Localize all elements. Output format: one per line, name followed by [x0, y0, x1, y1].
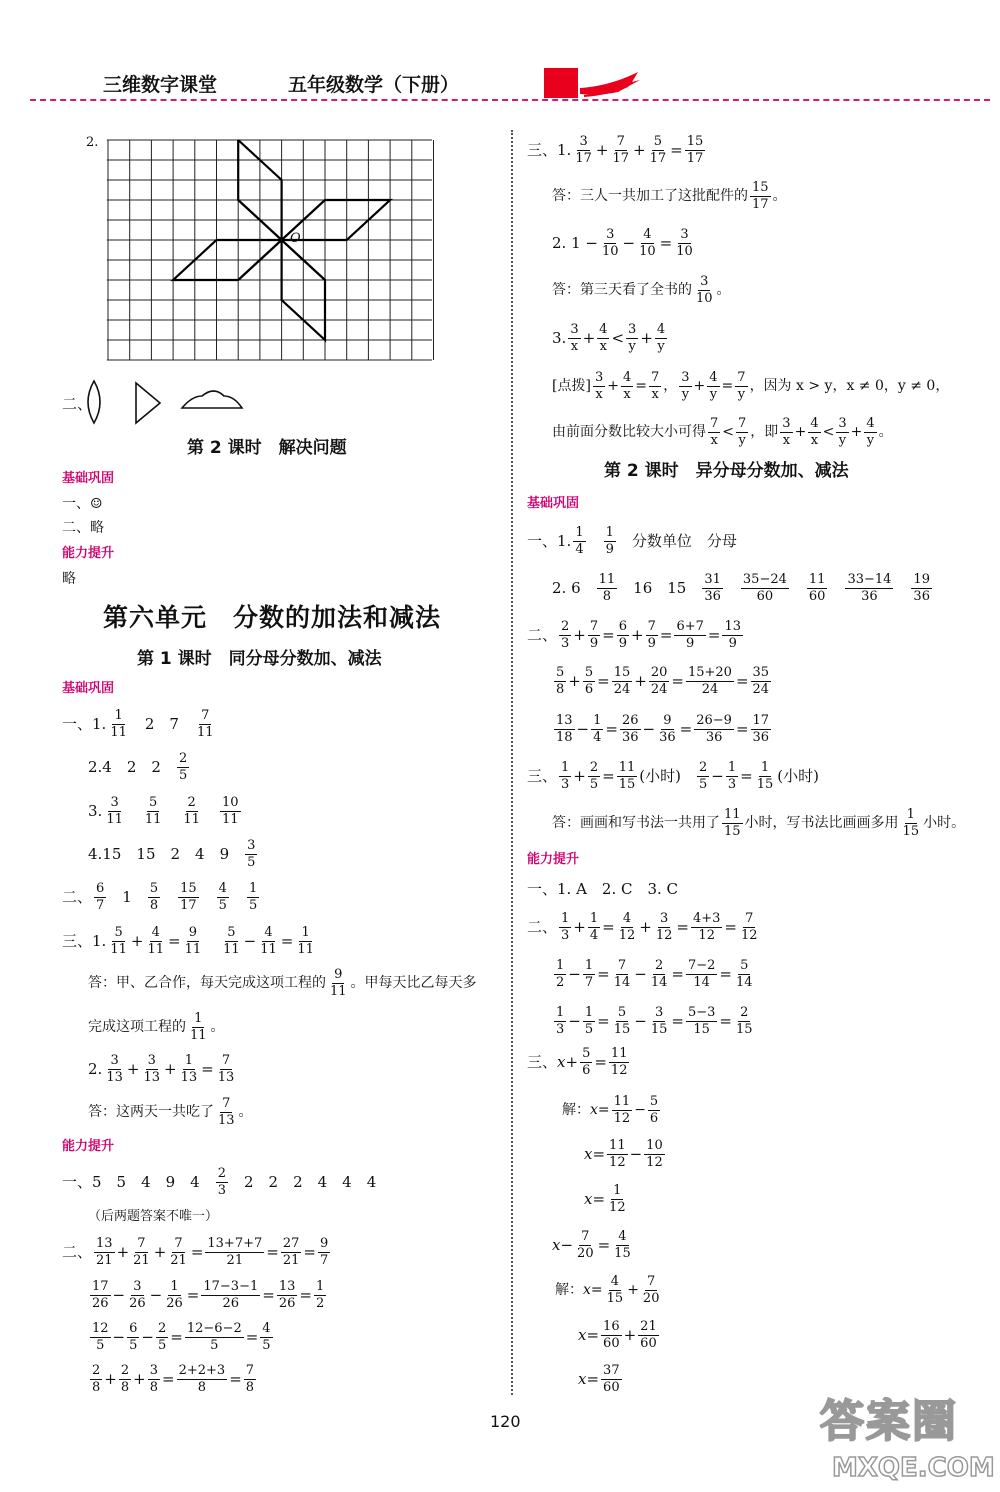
- answer-line: 二、 2 3 + 7 9 = 6 9 + 7 9 = 6+7 9 = 13 9: [527, 618, 742, 651]
- question-number: 二、: [527, 625, 558, 644]
- fraction: 1 4: [589, 910, 599, 943]
- fraction: 7 9: [647, 618, 656, 651]
- fraction: 2 8: [120, 1362, 130, 1395]
- fraction: 15 24: [613, 664, 631, 697]
- fraction: 5−3 15: [687, 1004, 716, 1037]
- fraction: 19 36: [913, 571, 930, 604]
- fraction: 4+3 12: [692, 910, 721, 943]
- answer-line: [62, 708, 218, 740]
- answer-line: 一、1. A 2. C 3. C: [527, 880, 679, 898]
- fraction: 4 12: [618, 910, 636, 943]
- fraction: 3 17: [575, 133, 592, 166]
- fraction: 1 9: [605, 524, 614, 557]
- fraction: 4 15: [606, 1273, 624, 1306]
- fraction: 4 x: [810, 415, 819, 448]
- lesson1-title: 第 1 课时 同分母分数加、减法: [137, 649, 382, 669]
- fraction: 11 12: [609, 1137, 626, 1170]
- fraction: 17 36: [752, 712, 770, 745]
- answer-line: 一、1. 1 4 1 9 分数单位 分母: [527, 524, 737, 557]
- answer-line: 13 18 − 1 4 = 26 36 − 9 36 = 26−9 36 = 17 36: [556, 712, 770, 745]
- fraction: 5 8: [149, 880, 159, 913]
- fraction: 37 60: [603, 1362, 620, 1395]
- fraction: 2+2+3 8: [178, 1362, 226, 1395]
- fraction: 3 12: [655, 910, 673, 943]
- answer-line: 二、略: [62, 520, 104, 536]
- fraction: 12 5: [92, 1320, 109, 1353]
- fraction: 5 11: [144, 794, 162, 827]
- fraction: 11 15: [724, 806, 741, 839]
- origin-label: O: [290, 231, 301, 246]
- fraction: 1 4: [593, 712, 602, 745]
- symmetric-shapes-figure: [82, 378, 252, 428]
- fraction: 5 11: [223, 924, 240, 957]
- fraction: 7 y: [737, 369, 746, 402]
- fraction: 26 36: [621, 712, 639, 745]
- fraction: 4 y: [709, 369, 718, 402]
- fraction: 3 5: [247, 837, 256, 870]
- fraction: 1 5: [248, 880, 258, 913]
- fraction: 17 26: [92, 1278, 109, 1311]
- fraction: 33−14 36: [847, 571, 892, 604]
- fraction: 9 11: [330, 966, 347, 999]
- column-divider: [511, 130, 513, 1395]
- fraction: 3 10: [696, 273, 713, 306]
- header-rule: [30, 99, 990, 101]
- fraction: 3 13: [143, 1052, 160, 1085]
- fraction: 2 5: [178, 750, 188, 783]
- fraction: 1 26: [166, 1278, 183, 1311]
- answer-line: x − 7 20 = 4 15: [552, 1228, 631, 1261]
- fraction: 26−9 36: [696, 712, 732, 745]
- fraction: 3 y: [681, 369, 690, 402]
- fraction: 6 9: [618, 618, 628, 651]
- hint-line: 由前面分数比较大小可得 7 x < 7 y ，即 3 x + 4 x < 3 y + 4 y 。: [552, 415, 893, 448]
- fraction: 13 9: [724, 618, 742, 651]
- fraction: 1 7: [584, 957, 594, 990]
- fraction: 1 3: [727, 759, 737, 792]
- fraction: 3 x: [594, 369, 604, 402]
- fraction: 7 14: [613, 957, 631, 990]
- fraction: 3 26: [129, 1278, 146, 1311]
- fraction: 31 36: [704, 571, 721, 604]
- fraction: 6 7: [96, 880, 105, 913]
- fraction: 15 17: [686, 133, 704, 166]
- fraction: 35 24: [752, 664, 770, 697]
- answer-line: 一、☺: [62, 496, 103, 512]
- section-basic: 基础巩固: [62, 681, 115, 696]
- fraction: 15+20 24: [687, 664, 732, 697]
- fraction: 27 21: [282, 1235, 300, 1268]
- answer-line: x = 37 60: [578, 1362, 620, 1395]
- answer-line: x = 1 12: [584, 1182, 626, 1215]
- fraction: 1 2: [556, 957, 565, 990]
- answer-line: 三、 x + 5 6 = 11 12: [527, 1045, 628, 1078]
- fraction: 4 10: [639, 226, 656, 259]
- fraction: 1 2: [315, 1278, 325, 1311]
- fraction: 7 21: [133, 1235, 150, 1268]
- grid-figure: [103, 135, 439, 365]
- answer-text: 答：这两天一共吃了 7 13 。: [88, 1095, 253, 1128]
- answer-line: 三、 1 3 + 2 5 = 11 15 (小时) 2 5 − 1 3 = 1 15 (小时): [527, 759, 819, 792]
- fraction: 3 8: [149, 1362, 158, 1395]
- answer-line: 17 26 − 3 26 − 1 26 = 17−3−1 26 = 13 26 = 1 2: [92, 1278, 325, 1311]
- fraction: 13 21: [96, 1235, 113, 1268]
- fraction: 7 x: [710, 415, 719, 448]
- fraction: 7 12: [741, 910, 758, 943]
- fraction: 2 3: [561, 618, 570, 651]
- fraction: 17−3−1 26: [203, 1278, 259, 1311]
- fraction: 5 17: [649, 133, 667, 166]
- fraction: 11 12: [610, 1045, 628, 1078]
- section-ability: 能力提升: [527, 852, 580, 867]
- answer-line: 3. 3 x + 4 x < 3 y + 4 y: [552, 321, 666, 354]
- shapes-question-number: 二、: [62, 395, 93, 413]
- fraction: 4 5: [262, 1320, 271, 1353]
- fraction: 1 3: [561, 759, 570, 792]
- answer-line: 5 8 + 5 6 = 15 24 + 20 24 = 15+20 24 = 35 24: [556, 664, 770, 697]
- question-number: 2.: [88, 1059, 103, 1078]
- answer-note: （后两题答案不唯一）: [88, 1209, 219, 1224]
- answer-line: x = 11 12 − 10 12: [584, 1137, 663, 1170]
- fraction: 7 x: [650, 369, 660, 402]
- lesson2-title: 第 2 课时 解决问题: [187, 438, 347, 458]
- fraction: 13 26: [278, 1278, 296, 1311]
- fraction: 1 12: [609, 1182, 626, 1215]
- answer-text: 完成这项工程的 1 11 。: [88, 1010, 225, 1043]
- fraction: 1 3: [556, 1004, 565, 1037]
- fraction: 5 6: [584, 664, 594, 697]
- question-number: 一、1.: [62, 714, 107, 733]
- fraction: 1 11: [297, 924, 314, 957]
- answer-line: 解： x = 11 12 − 5 6: [562, 1093, 659, 1126]
- fraction: 3 15: [650, 1004, 668, 1037]
- fraction: 12−6−2 5: [186, 1320, 242, 1353]
- fraction: 20 24: [650, 664, 668, 697]
- fraction: 2 5: [157, 1320, 167, 1353]
- fraction: 7 21: [170, 1235, 187, 1268]
- fraction: 15 17: [752, 179, 769, 212]
- fraction: 2 3: [217, 1165, 226, 1198]
- fraction: 6 5: [129, 1320, 138, 1353]
- fraction: 7 y: [738, 415, 747, 448]
- fraction: 7 8: [245, 1362, 255, 1395]
- header-book-title: 五年级数学（下册）: [288, 74, 460, 96]
- answer-line: [88, 751, 191, 783]
- fraction: 3 13: [106, 1052, 123, 1085]
- rocket-logo-icon: [540, 64, 650, 104]
- fraction: 7 17: [612, 133, 629, 166]
- fraction: 7−2 14: [687, 957, 716, 990]
- fraction: 2 5: [699, 759, 708, 792]
- fraction: 1 15: [756, 759, 774, 792]
- fraction: 1 11: [190, 1010, 207, 1043]
- fraction: 11 60: [808, 571, 826, 604]
- section-ability: 能力提升: [62, 546, 115, 561]
- fraction: $\frac{3}{10}$: [601, 226, 619, 259]
- fraction: 3 x: [570, 321, 579, 354]
- answer-line: 二、 13 21 + 7 21 + 7 21 = 13+7+7 21 = 27 21 = 9 7: [62, 1235, 329, 1268]
- fraction: 4 11: [147, 924, 164, 957]
- question-number: 三、1.: [527, 140, 572, 159]
- question-number: 3.: [552, 328, 567, 347]
- section-basic: 基础巩固: [62, 471, 115, 486]
- answer-line: 2. 6 11 8 16 15 31 36 35−24 60 11 60 33−14 36 19 36: [552, 571, 930, 604]
- answer-line: 一、5 5 4 9 4 2 3 2 2 2 4 4 4: [62, 1165, 377, 1198]
- question-number: 三、: [527, 766, 558, 785]
- fraction: 7 13: [218, 1095, 235, 1128]
- question-number: 3.: [88, 801, 103, 820]
- fraction: 1 5: [584, 1004, 594, 1037]
- answer-line: 1 3 − 1 5 = 5 15 − 3 15 = 5−3 15 = 2 15: [556, 1004, 753, 1037]
- fraction: 5 11: [110, 924, 127, 957]
- question-number: 二、: [62, 887, 93, 906]
- header-series: 三维数字课堂: [103, 74, 218, 96]
- fraction: 7 20: [642, 1273, 660, 1306]
- fraction: 1 11: [110, 707, 127, 740]
- fraction: 1 4: [575, 524, 584, 557]
- answer-line: 略: [62, 571, 76, 587]
- answer-line: 2. 1 − $\frac{3}{10}$ − 4 10 = 3 10: [552, 226, 693, 259]
- fraction: 7 9: [589, 618, 599, 651]
- fraction: 4 15: [614, 1228, 631, 1261]
- unit-title: 第六单元 分数的加法和减法: [103, 603, 442, 632]
- answer-text: 答：三人一共加工了这批配件的 15 17 。: [552, 179, 787, 212]
- fraction: 9 7: [319, 1235, 329, 1268]
- fraction: 5 15: [613, 1004, 631, 1037]
- answer-line: 1 2 − 1 7 = 7 14 − 2 14 = 7−2 14 = 5 14: [556, 957, 753, 990]
- fraction: 1 15: [902, 806, 920, 839]
- answer-text: 答：第三天看了全书的 3 10 。: [552, 273, 731, 306]
- section-ability: 能力提升: [62, 1139, 115, 1154]
- fraction: 15 17: [180, 880, 197, 913]
- answer-line: 解： x = 4 15 + 7 20: [555, 1273, 660, 1306]
- hint-line: [点拨] 3 x + 4 x = 7 x ， 3 y + 4 y = 7 y ，因为 x > y，x ≠ 0，y ≠ 0，: [552, 369, 950, 402]
- fraction: 5 6: [582, 1045, 591, 1078]
- answer-line: 三、1. 3 17 + 7 17 + 5 17 = 15 17: [527, 133, 704, 166]
- answer-values: 4.15 15 2 4 9: [88, 844, 230, 863]
- fraction: 4 x: [622, 369, 632, 402]
- answer-line: 二、 6 7 1 5 8 15 17 4 5 1 5: [62, 880, 258, 913]
- fraction: 7 20: [577, 1228, 594, 1261]
- answer-line: 二、 1 3 + 1 4 = 4 12 + 3 12 = 4+3 12 = 7 12: [527, 910, 758, 943]
- fraction: 3 10: [676, 226, 693, 259]
- fraction: 2 11: [183, 794, 200, 827]
- question-number: 三、1.: [62, 931, 107, 950]
- fraction: 11 15: [618, 759, 636, 792]
- fraction: 4 5: [218, 880, 227, 913]
- fraction: 6+7 9: [676, 618, 704, 651]
- fraction: 9 36: [659, 712, 676, 745]
- fraction: 4 y: [656, 321, 666, 354]
- fraction: 9 11: [184, 924, 202, 957]
- fraction: 2 5: [589, 759, 599, 792]
- page-number: 120: [490, 1412, 521, 1431]
- fraction: 2 8: [92, 1362, 101, 1395]
- question-number: 二、: [62, 1242, 93, 1261]
- fraction: 1 3: [561, 910, 570, 943]
- answer-line: 2 8 + 2 8 + 3 8 = 2+2+3 8 = 7 8: [92, 1362, 255, 1395]
- fraction: 3 y: [838, 415, 847, 448]
- answer-line: [88, 838, 259, 870]
- fraction: 2 14: [650, 957, 668, 990]
- fraction: 1 13: [180, 1052, 198, 1085]
- answer-values: 2 7: [144, 714, 179, 733]
- fraction: 4 y: [866, 415, 875, 448]
- fraction: 5 14: [735, 957, 753, 990]
- question-number: 一、1.: [527, 531, 572, 550]
- fraction: 13 18: [556, 712, 573, 745]
- fraction: 2 15: [735, 1004, 753, 1037]
- fraction: 3 x: [782, 415, 791, 448]
- answer-line: 三、1. 5 11 + 4 11 = 9 11 5 11 − 4 11 = 1 11: [62, 924, 314, 957]
- grid-question-number: 2.: [86, 135, 99, 150]
- lesson2-title: 第 2 课时 异分母分数加、减法: [604, 461, 849, 481]
- answer-values: 2.4 2 2: [88, 757, 161, 776]
- fraction: 11 12: [613, 1093, 631, 1126]
- fraction: 10 12: [646, 1137, 663, 1170]
- question-number: 三、: [527, 1052, 558, 1071]
- fraction: 5 8: [556, 664, 565, 697]
- answer-line: x = 16 60 + 21 60: [578, 1318, 657, 1351]
- fraction: 3 11: [106, 794, 123, 827]
- section-basic: 基础巩固: [527, 496, 580, 511]
- answer-line: 12 5 − 6 5 − 2 5 = 12−6−2 5 = 4 5: [92, 1320, 271, 1353]
- watermark-url: MXQE.COM: [832, 1453, 995, 1483]
- answer-text: 答：甲、乙合作，每天完成这项工程的 9 11 。甲每天比乙每天多: [88, 966, 477, 999]
- fraction: 16 60: [603, 1318, 620, 1351]
- fraction: 4 x: [599, 321, 608, 354]
- fraction: 4 11: [260, 924, 277, 957]
- answer-line: 2. 3 13 + 3 13 + 1 13 = 7 13: [88, 1052, 235, 1085]
- answer-text: 答：画画和写书法一共用了 11 15 小时，写书法比画画多用 1 15 小时。: [552, 806, 966, 839]
- fraction: 3 y: [628, 321, 637, 354]
- fraction: 7 11: [196, 707, 214, 740]
- fraction: 10 11: [221, 794, 239, 827]
- fraction: 11 8: [598, 571, 616, 604]
- answer-line: [88, 795, 243, 827]
- fraction: 35−24 60: [742, 571, 787, 604]
- fraction: 13+7+7 21: [207, 1235, 263, 1268]
- question-number: 二、: [527, 917, 558, 936]
- fraction: 21 60: [640, 1318, 657, 1351]
- fraction: 5 6: [649, 1093, 659, 1126]
- watermark-logo: 答案圈: [820, 1396, 958, 1447]
- fraction: 7 13: [217, 1052, 235, 1085]
